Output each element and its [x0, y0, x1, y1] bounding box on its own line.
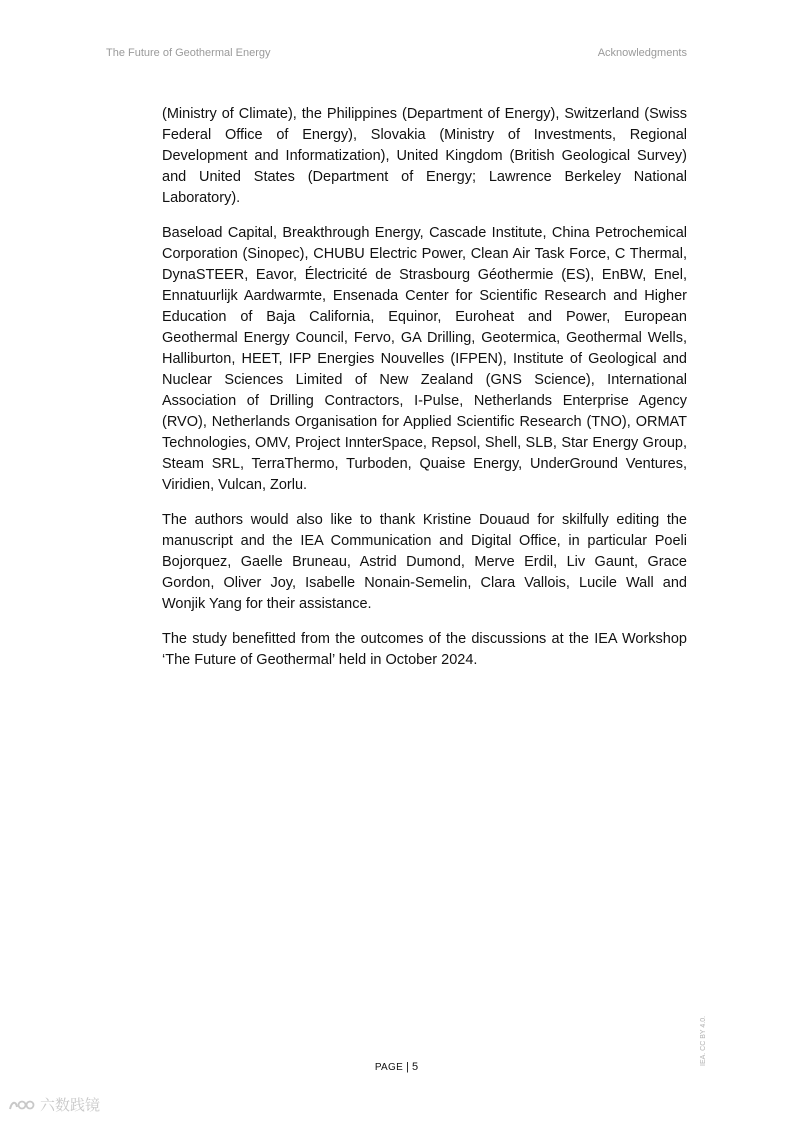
paragraph-workshop: The study benefitted from the outcomes of the discussions at the IEA Workshop ‘The Future of Geothermal’ held in October 2024.: [162, 631, 687, 668]
watermark-logo-icon: [8, 1097, 36, 1113]
page-number-footer: [0, 1061, 793, 1073]
running-header-section: Acknowledgments: [597, 47, 687, 59]
running-header-title: The Future of Geothermal Energy: [106, 47, 271, 59]
watermark: [8, 1094, 100, 1115]
paragraph-industry-partners: Baseload Capital, Breakthrough Energy, Cascade Institute, China Petrochemical Corporation (Sinopec), CHUBU Electric Power, Clean Air Task Force, C Thermal, DynaSTEER, Eavor, Électricité de Strasbourg Géothermie (ES), EnBW, Enel, Ennatuurlijk Aardwarmte, Ensenada Center for Scientific Research and Higher Education of Baja California, Equinor, Euroheat and Power, European Geothermal Energy Council, Fervo, GA Drilling, Geotermica, Geothermal Wells, Halliburton, HEET, IFP Energies Nouvelles (IFPEN), Institute of Geological and Nuclear Sciences Limited of New Zealand (GNS Science), International Association of Drilling Contractors, I-Pulse, Netherlands Enterprise Agency (RVO), Netherlands Organisation for Applied Scientific Research (TNO), ORMAT Technologies, OMV, Project InnterSpace, Repsol, Shell, SLB, Star Energy Group, Steam SRL, TerraThermo, Turboden, Quaise Energy, UnderGround Ventures, Viridien, Vulcan, Zorlu.: [162, 225, 687, 493]
watermark-text: 六数践镜: [40, 1096, 101, 1114]
license-note: IEA. CC BY 4.0.: [700, 1015, 707, 1066]
paragraph-government-partners: (Ministry of Climate), the Philippines (Department of Energy), Switzerland (Swiss Federal Office of Energy), Slovakia (Ministry of Investments, Regional Development and Informatization), United Kingdom (British Geological Survey) and United States (Department of Energy; Lawrence Berkeley National Laboratory).: [162, 106, 687, 206]
acknowledgments-body: [162, 104, 687, 685]
page-number: 5: [412, 1061, 419, 1073]
page-separator: |: [406, 1061, 409, 1073]
page-label: PAGE: [374, 1062, 404, 1073]
paragraph-editing-thanks: The authors would also like to thank Kristine Douaud for skilfully editing the manuscript and the IEA Communication and Digital Office, in particular Poeli Bojorquez, Gaelle Bruneau, Astrid Dumond, Merve Erdil, Liv Gaunt, Grace Gordon, Oliver Joy, Isabelle Nonain-Semelin, Clara Vallois, Lucile Wall and Wonjik Yang for their assistance.: [162, 512, 687, 612]
